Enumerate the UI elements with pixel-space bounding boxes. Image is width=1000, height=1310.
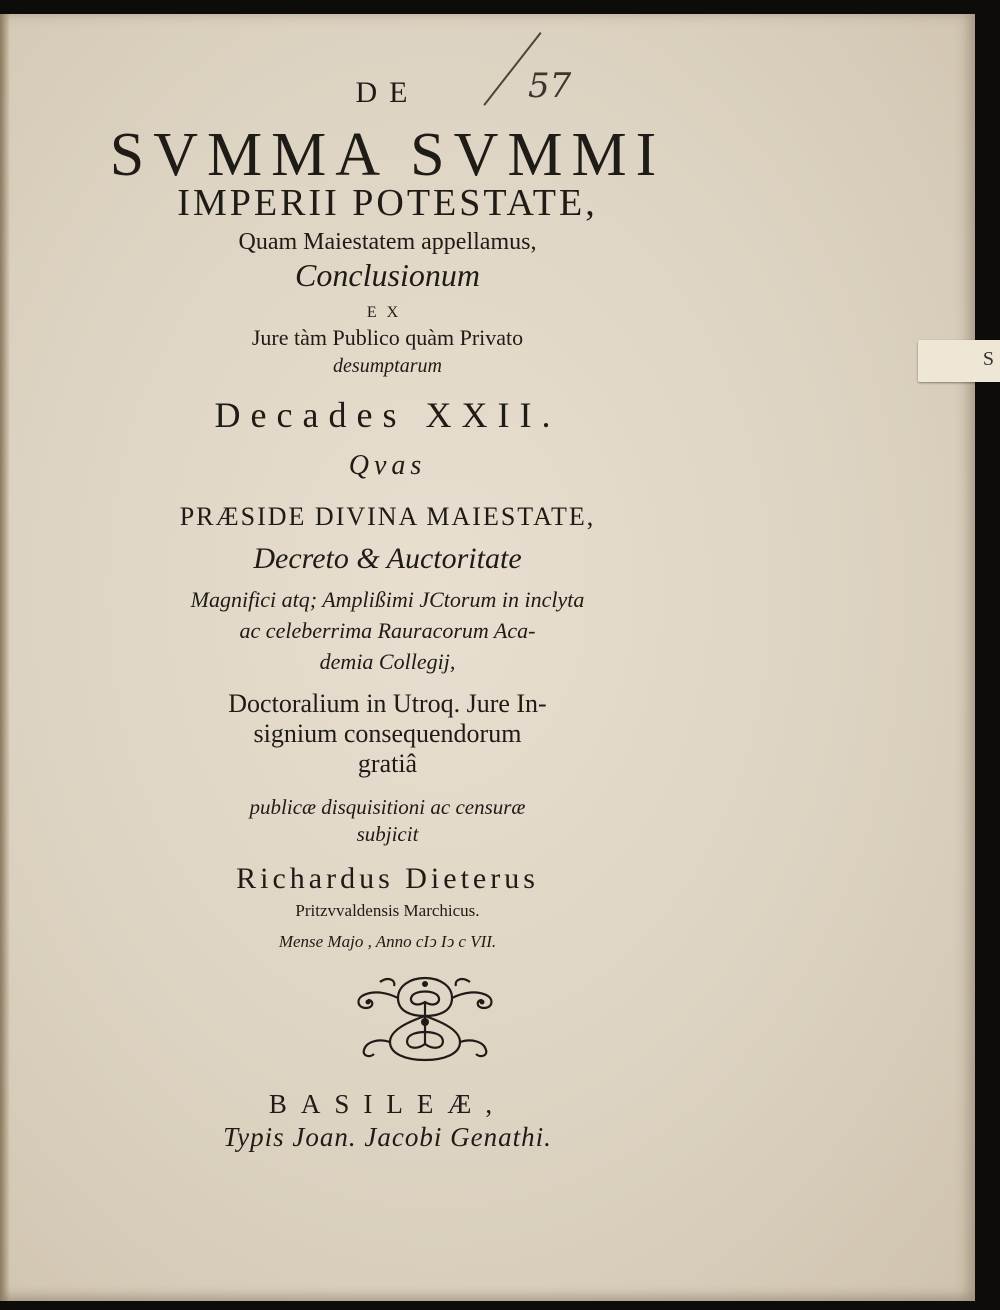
date-line: Mense Majo , Anno cIↄ Iↄ c VII.: [278, 932, 497, 951]
author-origin: Pritzvvaldensis Marchicus.: [295, 901, 480, 920]
praeside-line: PRÆSIDE DIVINA MAIESTATE,: [179, 502, 596, 531]
author-name: Richardus Dieterus: [236, 862, 539, 895]
bookmark-tab: [918, 340, 1000, 382]
publicae-line: publicæ disquisitioni ac censuræ: [249, 795, 526, 819]
academia-line: demia Collegij,: [319, 649, 456, 674]
subjicit-line: subjicit: [356, 822, 419, 846]
decreto-line: Decreto & Auctoritate: [253, 542, 522, 575]
tab-mark: S: [982, 348, 994, 370]
subtitle-jure: Jure tàm Publico quàm Privato: [251, 325, 524, 350]
title-summa: SVMMA SVMMI: [109, 121, 666, 189]
handwritten-page-number: 57: [528, 66, 572, 106]
title-decades: Decades XXII.: [214, 395, 561, 435]
title-imperii: IMPERII POTESTATE,: [177, 182, 598, 224]
title-de: DE: [355, 76, 420, 109]
subtitle-ex: EX: [366, 304, 409, 321]
printer-ornament-icon: [350, 972, 500, 1064]
magnifici-line: Magnifici atq; Amplißimi JCtorum in inclyta: [190, 587, 585, 612]
gratia-line: gratiâ: [357, 749, 418, 778]
imprint-printer: Typis Joan. Jacobi Genathi.: [223, 1122, 552, 1152]
imprint-city: BASILEÆ,: [268, 1089, 507, 1119]
celeberrima-line: ac celeberrima Rauracorum Aca-: [239, 618, 536, 643]
subtitle-conclusionum: Conclusionum: [295, 257, 480, 293]
signium-line: signium consequendorum: [253, 719, 522, 748]
title-page: [0, 14, 975, 1301]
subtitle-desumptarum: desumptarum: [333, 355, 442, 377]
subtitle-quam: Quam Maiestatem appellamus,: [238, 229, 537, 255]
doctoralium-line: Doctoralium in Utroq. Jure In-: [228, 689, 547, 718]
quas-heading: Qvas: [348, 450, 427, 481]
